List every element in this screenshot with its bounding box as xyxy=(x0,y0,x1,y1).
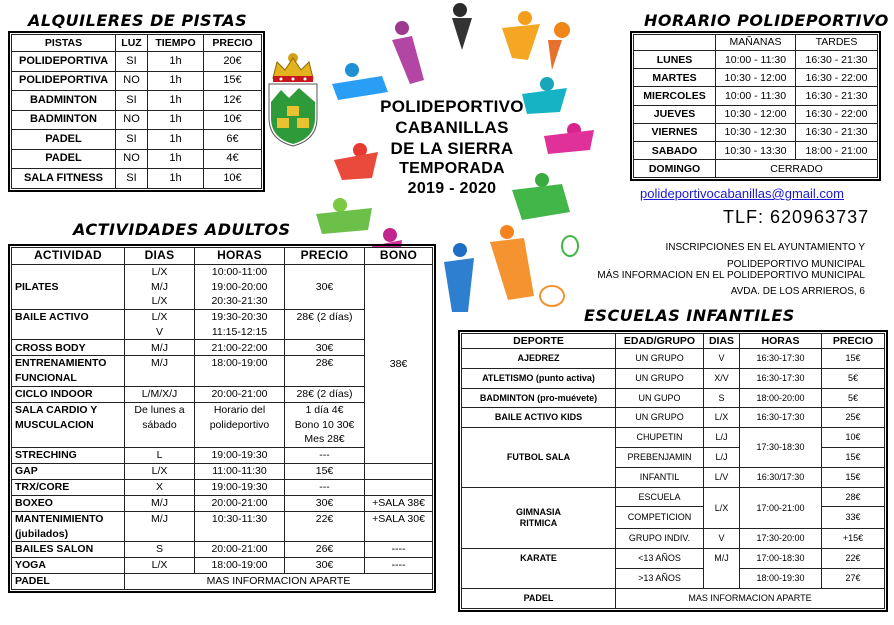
cell: 18:00-19:00 xyxy=(195,558,285,574)
cell: L/J xyxy=(704,447,740,467)
table-row xyxy=(634,87,878,105)
activity-name: STRECHING xyxy=(12,447,125,463)
cell: 16:30-17:30 xyxy=(740,368,822,388)
table-row xyxy=(12,110,262,130)
cell: UN GRUPO xyxy=(616,408,704,428)
activity-name: CICLO INDOOR xyxy=(12,386,125,402)
cell: CHUPETIN xyxy=(616,428,704,448)
cell: L/M/X/J xyxy=(125,386,195,402)
info-line: MÁS INFORMACION EN EL POLIDEPORTIVO MUNICIPAL xyxy=(597,270,865,281)
cell: 19:00-19:30 xyxy=(195,447,285,463)
activity-name: PADEL xyxy=(12,574,125,590)
activity-name: SALA CARDIO Y MUSCULACION xyxy=(12,402,125,447)
cell: SI xyxy=(116,169,148,189)
cell: SABADO xyxy=(634,141,716,159)
cell: 20:00-21:00 xyxy=(195,386,285,402)
cell: 16:30 - 21:30 xyxy=(796,87,878,105)
cell: 1h xyxy=(148,110,204,130)
cell: 18:00 - 21:00 xyxy=(796,141,878,159)
cell: 5€ xyxy=(822,368,885,388)
column-header: DIAS xyxy=(125,248,195,265)
cell: X xyxy=(125,479,195,495)
cell: 20:00-21:00 xyxy=(195,542,285,558)
cell: 30€ xyxy=(285,265,365,310)
cell: 12€ xyxy=(204,91,262,111)
cell: 10:30 - 13:30 xyxy=(716,141,796,159)
cell: 16:30-17:30 xyxy=(740,349,822,369)
figure-basketball-icon xyxy=(548,22,570,70)
column-header: BONO xyxy=(365,248,433,265)
cell: 5€ xyxy=(822,388,885,408)
table-row xyxy=(634,160,878,178)
cell: VIERNES xyxy=(634,123,716,141)
figure-dancer-icon xyxy=(392,21,424,84)
table-row xyxy=(12,542,433,558)
sport-name: FUTBOL SALA xyxy=(462,428,616,487)
cell: 1h xyxy=(148,130,204,150)
cell: S xyxy=(125,542,195,558)
cell: CERRADO xyxy=(716,160,878,178)
column-header: EDAD/GRUPO xyxy=(616,334,704,349)
activity-name: ENTRENAMIENTO FUNCIONAL xyxy=(12,356,125,386)
cell: 1h xyxy=(148,149,204,169)
cell: 18:00-20:00 xyxy=(740,388,822,408)
sport-name: GIMNASIA RITMICA xyxy=(462,487,616,549)
cell: LUNES xyxy=(634,51,716,69)
cell: 6€ xyxy=(204,130,262,150)
cell: S xyxy=(704,388,740,408)
cell: L/X xyxy=(125,463,195,479)
cell: SI xyxy=(116,91,148,111)
sport-name: AJEDREZ xyxy=(462,349,616,369)
table-row xyxy=(462,428,885,448)
cell: 1h xyxy=(148,91,204,111)
table-row xyxy=(12,91,262,111)
cell: 17:00-21:00 xyxy=(740,487,822,529)
title-line: 2019 - 2020 xyxy=(407,180,497,198)
cell: UN GRUPO xyxy=(616,349,704,369)
cell: +SALA 30€ xyxy=(365,511,433,541)
horario-table xyxy=(633,34,878,178)
cell: <13 AÑOS xyxy=(616,549,704,569)
cell: 22€ xyxy=(285,511,365,541)
column-header: HORAS xyxy=(740,334,822,349)
table-row xyxy=(462,549,885,569)
column-header: PISTAS xyxy=(12,35,116,52)
cell: 33€ xyxy=(822,507,885,529)
table-row xyxy=(462,368,885,388)
activity-name: PILATES xyxy=(12,265,125,310)
cell: SALA FITNESS xyxy=(12,169,116,189)
column-header: LUZ xyxy=(116,35,148,52)
table-row xyxy=(12,169,262,189)
cell: L/X xyxy=(125,558,195,574)
table-row xyxy=(12,511,433,541)
cell: 1h xyxy=(148,169,204,189)
activity-name: MANTENIMIENTO (jubilados) xyxy=(12,511,125,541)
cell: 16:30 - 21:30 xyxy=(796,123,878,141)
activity-name: CROSS BODY xyxy=(12,340,125,356)
title-line: POLIDEPORTIVO xyxy=(380,97,524,116)
cell: NO xyxy=(116,149,148,169)
figure-swimmer-icon xyxy=(332,63,388,100)
cell: +15€ xyxy=(822,529,885,549)
sport-name: ATLETISMO (punto activa) xyxy=(462,368,616,388)
cell: 19:00-19:30 xyxy=(195,479,285,495)
column-header: ACTIVIDAD xyxy=(12,248,125,265)
cell: 10:30-11:30 xyxy=(195,511,285,541)
cell: 25€ xyxy=(822,408,885,428)
cell: 15€ xyxy=(822,447,885,467)
email-link[interactable]: polideportivocabanillas@gmail.com xyxy=(640,186,844,201)
column-header: DIAS xyxy=(704,334,740,349)
table-row xyxy=(634,123,878,141)
figure-runner-icon xyxy=(502,11,540,60)
table-row xyxy=(462,349,885,369)
cell: 16:30 - 22:00 xyxy=(796,69,878,87)
column-header: MAÑANAS xyxy=(716,35,796,51)
cell: 20:00-21:00 xyxy=(195,495,285,511)
cell: UN GUPO xyxy=(616,388,704,408)
cell: ---- xyxy=(365,542,433,558)
table-row xyxy=(634,69,878,87)
table-row xyxy=(12,558,433,574)
alquileres-table xyxy=(11,34,262,189)
cell: GRUPO INDIV. xyxy=(616,529,704,549)
cell: +SALA 38€ xyxy=(365,495,433,511)
cell: MAS INFORMACION APARTE xyxy=(125,574,433,590)
cell: ESCUELA xyxy=(616,487,704,507)
cell: L/V xyxy=(704,467,740,487)
title-line: TEMPORADA xyxy=(399,160,505,178)
table-row xyxy=(12,130,262,150)
cell: ---- xyxy=(365,558,433,574)
cell: M/J xyxy=(125,511,195,541)
table-row xyxy=(462,388,885,408)
cell: 15€ xyxy=(822,467,885,487)
table-row xyxy=(12,479,433,495)
table-row xyxy=(12,495,433,511)
column-header: PRECIO xyxy=(822,334,885,349)
column-header: TIEMPO xyxy=(148,35,204,52)
cell: 28€ xyxy=(822,487,885,507)
cell: 26€ xyxy=(285,542,365,558)
cell: 1h xyxy=(148,52,204,72)
cell: MARTES xyxy=(634,69,716,87)
cell: 27€ xyxy=(822,568,885,588)
cell: M/J xyxy=(704,549,740,589)
activity-name: YOGA xyxy=(12,558,125,574)
cell: 10€ xyxy=(822,428,885,448)
sport-name: PADEL xyxy=(462,588,616,608)
cell: >13 AÑOS xyxy=(616,568,704,588)
cell: --- xyxy=(285,479,365,495)
cell: 19:30-20:30 11:15-12:15 xyxy=(195,310,285,340)
cell: POLIDEPORTIVA xyxy=(12,71,116,91)
adultos-table xyxy=(11,247,433,590)
cell: PADEL xyxy=(12,149,116,169)
cell: PREBENJAMIN xyxy=(616,447,704,467)
cell: L/X M/J L/X xyxy=(125,265,195,310)
figure-rhythmic-icon xyxy=(490,225,564,306)
cell: 30€ xyxy=(285,558,365,574)
cell: 20€ xyxy=(204,52,262,72)
cell: SI xyxy=(116,52,148,72)
cell: L/X xyxy=(704,487,740,529)
cell: 10:00 - 11:30 xyxy=(716,51,796,69)
table-row xyxy=(462,408,885,428)
cell: 4€ xyxy=(204,149,262,169)
cell: INFANTIL xyxy=(616,467,704,487)
cell: 16:30-17:30 xyxy=(740,408,822,428)
cell: 30€ xyxy=(285,495,365,511)
cell: 10€ xyxy=(204,110,262,130)
cell: De lunes a sábado xyxy=(125,402,195,447)
escuelas-table xyxy=(461,333,885,609)
cell: X/V xyxy=(704,368,740,388)
figure-karate-icon xyxy=(316,198,372,234)
cell: M/J xyxy=(125,356,195,386)
cell xyxy=(365,479,433,495)
info-line: INSCRIPCIONES EN EL AYUNTAMIENTO Y xyxy=(665,242,865,253)
column-header: HORAS xyxy=(195,248,285,265)
activity-name: BAILES SALON xyxy=(12,542,125,558)
table-row xyxy=(12,463,433,479)
adultos-title: ACTIVIDADES ADULTOS xyxy=(73,220,291,239)
activity-name: BOXEO xyxy=(12,495,125,511)
table-row xyxy=(462,588,885,608)
table-row xyxy=(634,51,878,69)
cell: V xyxy=(704,529,740,549)
cell: 10:00-11:00 19:00-20:00 20:30-21:30 xyxy=(195,265,285,310)
cell: UN GRUPO xyxy=(616,368,704,388)
cell xyxy=(365,463,433,479)
cell: 15€ xyxy=(822,349,885,369)
cell: SI xyxy=(116,130,148,150)
cell: 17:30-18:30 xyxy=(740,428,822,468)
title-line: DE LA SIERRA xyxy=(390,139,514,159)
figure-boxer-icon xyxy=(452,3,472,50)
cell: DOMINGO xyxy=(634,160,716,178)
cell: Horario del polideportivo xyxy=(195,402,285,447)
cell: --- xyxy=(285,447,365,463)
cell: 16:30 - 22:00 xyxy=(796,105,878,123)
cell: 16:30 - 21:30 xyxy=(796,51,878,69)
cell: 1 día 4€ Bono 10 30€ Mes 28€ xyxy=(285,402,365,447)
cell: JUEVES xyxy=(634,105,716,123)
cell: BADMINTON xyxy=(12,110,116,130)
cell: 10:30 - 12:00 xyxy=(716,69,796,87)
cell: 10:30 - 12:30 xyxy=(716,123,796,141)
title-line: CABANILLAS xyxy=(395,118,509,138)
sport-name: BADMINTON (pro-muévete) xyxy=(462,388,616,408)
cell: NO xyxy=(116,71,148,91)
cell: 11:00-11:30 xyxy=(195,463,285,479)
column-header: TARDES xyxy=(796,35,878,51)
cell: 10:00 - 11:30 xyxy=(716,87,796,105)
table-row xyxy=(12,265,433,310)
cell: 16:30/17:30 xyxy=(740,467,822,487)
cell: 15€ xyxy=(285,463,365,479)
cell: 21:00-22:00 xyxy=(195,340,285,356)
cell: 17:00-18:30 xyxy=(740,549,822,569)
cell: 28€ xyxy=(285,356,365,386)
figure-volley-icon xyxy=(544,123,594,154)
activity-name: TRX/CORE xyxy=(12,479,125,495)
activity-name: BAILE ACTIVO xyxy=(12,310,125,340)
cell: 28€ (2 días) xyxy=(285,386,365,402)
alquileres-title: ALQUILERES DE PISTAS xyxy=(28,11,248,30)
cell: COMPETICION xyxy=(616,507,704,529)
cell: MAS INFORMACION APARTE xyxy=(616,588,885,608)
figure-jumper-icon xyxy=(444,243,474,312)
table-row xyxy=(634,105,878,123)
column-header: DEPORTE xyxy=(462,334,616,349)
activity-name: GAP xyxy=(12,463,125,479)
cell: 28€ (2 días) xyxy=(285,310,365,340)
cell: POLIDEPORTIVA xyxy=(12,52,116,72)
cell: 17:30-20:00 xyxy=(740,529,822,549)
table-row xyxy=(634,141,878,159)
table-row xyxy=(462,487,885,507)
cell: 15€ xyxy=(204,71,262,91)
info-line: POLIDEPORTIVO MUNICIPAL xyxy=(727,259,865,270)
column-header: PRECIO xyxy=(285,248,365,265)
cell: 1h xyxy=(148,71,204,91)
cell: NO xyxy=(116,110,148,130)
cell: M/J xyxy=(125,340,195,356)
cell: L xyxy=(125,447,195,463)
phone-number: TLF: 620963737 xyxy=(723,207,870,227)
center-title xyxy=(368,96,536,199)
cell: PADEL xyxy=(12,130,116,150)
cell: BADMINTON xyxy=(12,91,116,111)
cell: V xyxy=(704,349,740,369)
cell: 18:00-19:30 xyxy=(740,568,822,588)
cell: L/X xyxy=(704,408,740,428)
cell: 10€ xyxy=(204,169,262,189)
cell: L/J xyxy=(704,428,740,448)
sport-name: BAILE ACTIVO KIDS xyxy=(462,408,616,428)
cell: M/J xyxy=(125,495,195,511)
table-row xyxy=(12,52,262,72)
column-header xyxy=(634,35,716,51)
column-header: PRECIO xyxy=(204,35,262,52)
cell: L/X V xyxy=(125,310,195,340)
table-row xyxy=(12,71,262,91)
escuelas-title: ESCUELAS INFANTILES xyxy=(584,306,795,325)
cell: 22€ xyxy=(822,549,885,569)
table-row xyxy=(12,149,262,169)
info-line: AVDA. DE LOS ARRIEROS, 6 xyxy=(730,286,865,297)
shared-bono-cell: 38€ xyxy=(365,265,433,464)
cell: 30€ xyxy=(285,340,365,356)
table-row xyxy=(12,574,433,590)
cell: MIERCOLES xyxy=(634,87,716,105)
cell: 18:00-19:00 xyxy=(195,356,285,386)
sport-name: KARATE xyxy=(462,549,616,589)
horario-title: HORARIO POLIDEPORTIVO xyxy=(644,11,889,30)
cell: 10:30 - 12:00 xyxy=(716,105,796,123)
